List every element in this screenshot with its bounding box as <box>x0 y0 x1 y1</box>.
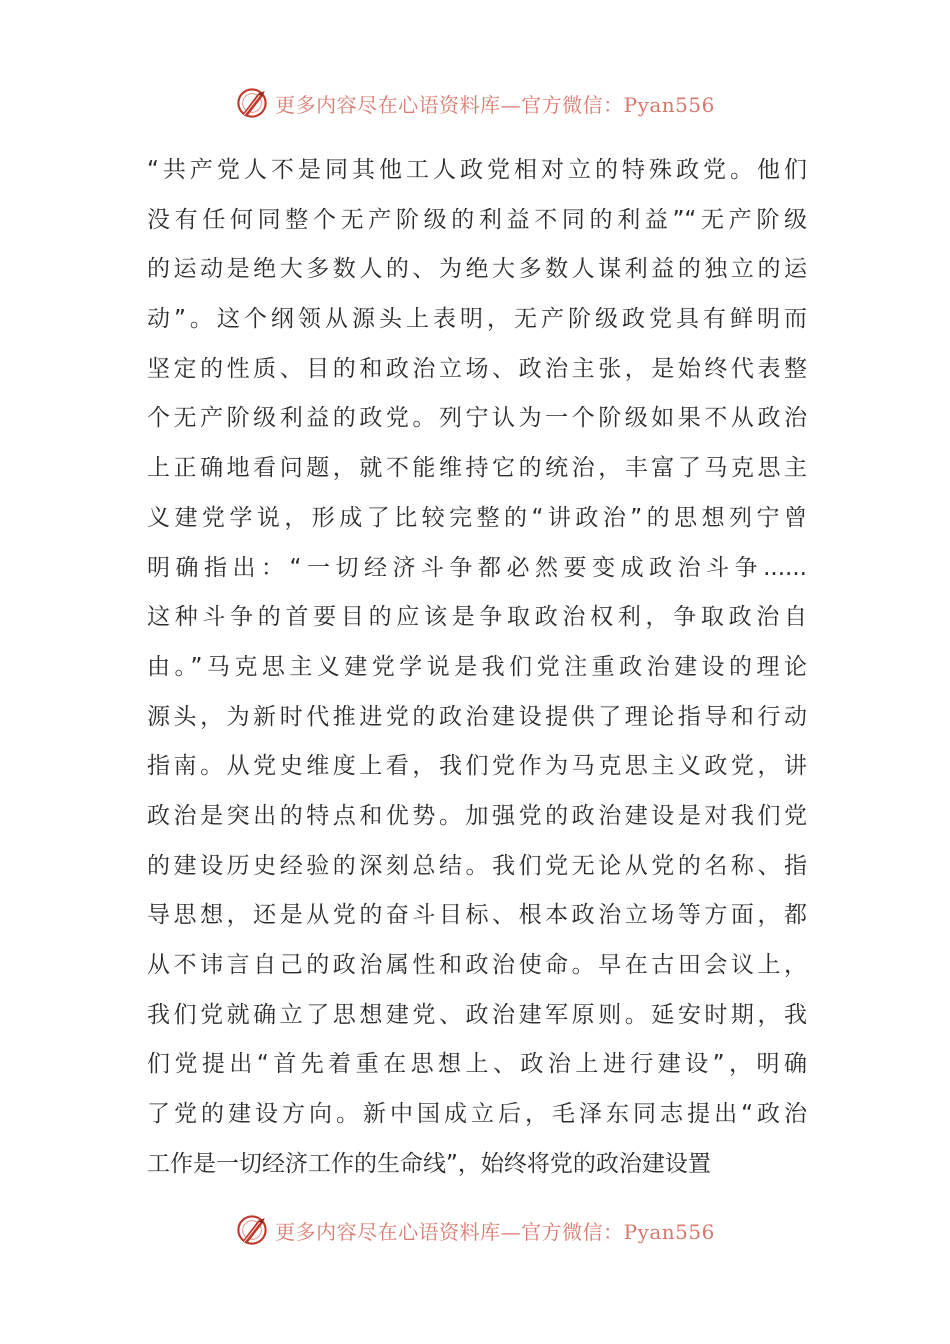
body-line: 了党的建设方向。新中国成立后，毛泽东同志提出“政治 <box>147 1101 807 1128</box>
footer-banner <box>0 1208 950 1252</box>
body-line: 工作是一切经济工作的生命线”，始终将党的政治建设置 <box>147 1150 711 1177</box>
body-line: 们党提出“首先着重在思想上、政治上进行建设”，明确 <box>147 1051 807 1078</box>
body-line: 的建设历史经验的深刻总结。我们党无论从党的名称、指 <box>147 852 807 879</box>
body-line: 从不讳言自己的政治属性和政治使命。早在古田会议上， <box>147 952 807 978</box>
footer-banner-text: 更多内容尽在心语资料库—官方微信：Pyan556 <box>275 1219 715 1244</box>
body-line: 我们党就确立了思想建党、政治建军原则。延安时期，我 <box>147 1001 807 1028</box>
body-line: 导思想，还是从党的奋斗目标、根本政治立场等方面，都 <box>147 902 807 929</box>
body-line: 明确指出：“一切经济斗争都必然要变成政治斗争...... <box>147 554 807 581</box>
body-line: “共产党人不是同其他工人政党相对立的特殊政党。他们 <box>147 157 807 183</box>
body-line: 个无产阶级利益的政党。列宁认为一个阶级如果不从政治 <box>147 405 807 432</box>
document-body <box>147 146 807 1189</box>
pen-nib-circle-icon <box>235 1213 269 1247</box>
body-line: 这种斗争的首要目的应该是争取政治权利，争取政治自 <box>147 604 807 631</box>
pen-nib-circle-icon <box>235 86 269 120</box>
body-line: 由。”马克思主义建党学说是我们党注重政治建设的理论 <box>147 653 807 680</box>
body-line: 上正确地看问题，就不能维持它的统治，丰富了马克思主 <box>147 455 807 482</box>
body-line: 动”。这个纲领从源头上表明，无产阶级政党具有鲜明而 <box>147 306 807 333</box>
body-line: 坚定的性质、目的和政治立场、政治主张，是始终代表整 <box>147 355 807 382</box>
header-banner <box>0 81 950 125</box>
body-line: 的运动是绝大多数人的、为绝大多数人谋利益的独立的运 <box>147 256 807 283</box>
body-line: 指南。从党史维度上看，我们党作为马克思主义政党，讲 <box>147 753 807 780</box>
body-line: 没有任何同整个无产阶级的利益不同的利益”“无产阶级 <box>147 206 807 233</box>
body-line: 政治是突出的特点和优势。加强党的政治建设是对我们党 <box>147 802 807 829</box>
body-line: 义建党学说，形成了比较完整的“讲政治”的思想列宁曾 <box>147 504 807 531</box>
header-banner-text: 更多内容尽在心语资料库—官方微信：Pyan556 <box>275 92 715 117</box>
body-line: 源头，为新时代推进党的政治建设提供了理论指导和行动 <box>147 703 807 730</box>
